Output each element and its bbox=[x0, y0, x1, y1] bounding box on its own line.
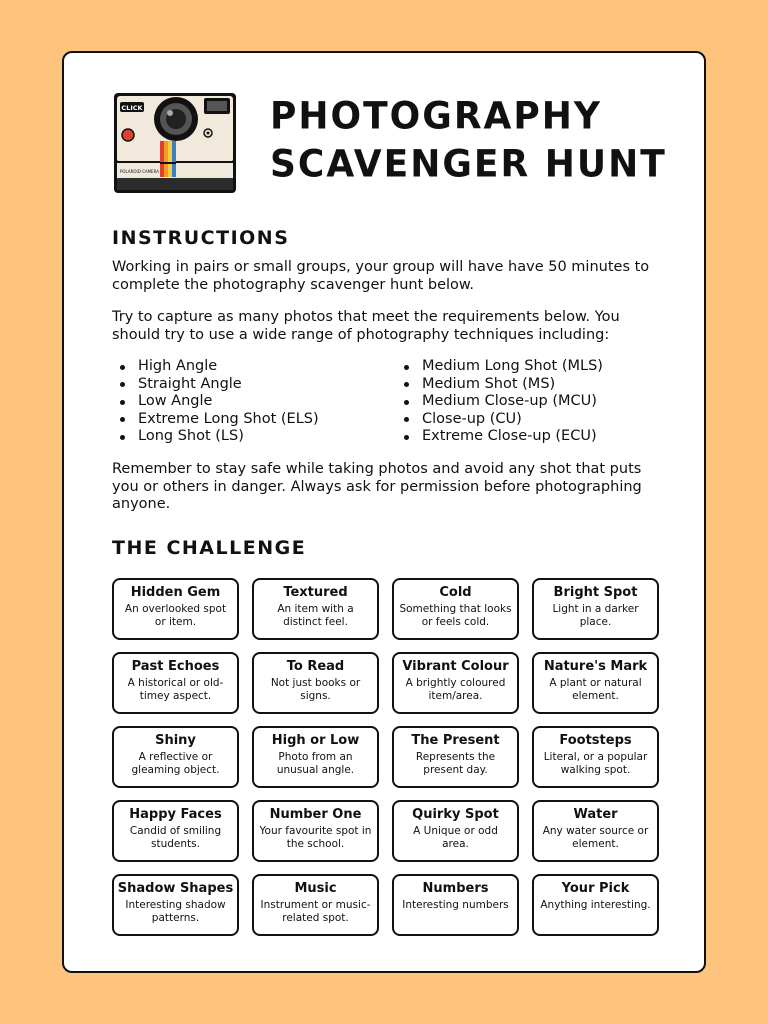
challenge-description: Candid of smiling students. bbox=[129, 825, 222, 850]
challenge-name: Quirky Spot bbox=[412, 807, 499, 822]
challenge-name: Shadow Shapes bbox=[117, 881, 234, 896]
challenge-name: Hidden Gem bbox=[130, 585, 221, 600]
challenge-card bbox=[532, 726, 659, 788]
challenge-heading: THE CHALLENGE bbox=[112, 537, 307, 559]
challenge-card bbox=[532, 800, 659, 862]
challenge-name: Cold bbox=[439, 585, 472, 600]
challenge-card bbox=[392, 578, 519, 640]
challenge-name: Happy Faces bbox=[129, 807, 222, 822]
list-item: Extreme Close-up (ECU) bbox=[396, 428, 603, 446]
challenge-card bbox=[112, 874, 239, 936]
challenge-description: Light in a darker place. bbox=[552, 603, 639, 628]
challenge-description: Photo from an unusual angle. bbox=[276, 751, 355, 776]
challenge-name: Music bbox=[294, 881, 337, 896]
list-item: Long Shot (LS) bbox=[112, 428, 319, 446]
challenge-card bbox=[112, 652, 239, 714]
challenge-card bbox=[112, 726, 239, 788]
challenge-description: Any water source or element. bbox=[542, 825, 649, 850]
techniques-list bbox=[396, 358, 603, 446]
list-item: Close-up (CU) bbox=[396, 411, 603, 429]
challenge-description: Something that looks or feels cold. bbox=[399, 603, 512, 628]
instructions-paragraph: Working in pairs or small groups, your group will have have 50 minutes to complete the photography scavenger hunt below. bbox=[112, 259, 650, 293]
challenge-name: To Read bbox=[286, 659, 345, 674]
challenge-description: A reflective or gleaming object. bbox=[131, 751, 220, 776]
title-line: PHOTOGRAPHY bbox=[270, 95, 602, 138]
challenge-card bbox=[252, 800, 379, 862]
challenge-description: An item with a distinct feel. bbox=[277, 603, 354, 628]
challenge-name: Number One bbox=[269, 807, 362, 822]
challenge-description: A brightly coloured item/area. bbox=[405, 677, 506, 702]
challenge-card bbox=[112, 800, 239, 862]
polaroid-camera-icon bbox=[112, 91, 240, 199]
list-item: Medium Long Shot (MLS) bbox=[396, 358, 603, 376]
challenge-name: Past Echoes bbox=[131, 659, 220, 674]
challenge-card bbox=[252, 652, 379, 714]
challenge-description: Represents the present day. bbox=[415, 751, 496, 776]
challenge-description: Anything interesting. bbox=[540, 899, 651, 911]
challenge-description: Not just books or signs. bbox=[270, 677, 361, 702]
challenge-name: High or Low bbox=[271, 733, 360, 748]
challenge-card bbox=[252, 726, 379, 788]
challenge-name: Shiny bbox=[155, 733, 196, 748]
challenge-description: Your favourite spot in the school. bbox=[259, 825, 372, 850]
page-title bbox=[270, 93, 690, 189]
list-item: High Angle bbox=[112, 358, 319, 376]
challenge-card bbox=[392, 726, 519, 788]
challenge-description: Interesting shadow patterns. bbox=[125, 899, 226, 924]
challenge-name: Water bbox=[573, 807, 618, 822]
safety-paragraph: Remember to stay safe while taking photos and avoid any shot that puts you or others in danger. Always ask for permission before photographing anyone. bbox=[112, 461, 642, 512]
challenge-name: Your Pick bbox=[561, 881, 630, 896]
challenge-name: Textured bbox=[283, 585, 348, 600]
challenge-description: A Unique or odd area. bbox=[413, 825, 498, 850]
challenge-grid bbox=[112, 578, 659, 936]
challenge-description: Literal, or a popular walking spot. bbox=[543, 751, 648, 776]
challenge-card bbox=[112, 578, 239, 640]
challenge-name: The Present bbox=[411, 733, 500, 748]
challenge-card bbox=[252, 578, 379, 640]
instructions-paragraph: Try to capture as many photos that meet the requirements below. You should try to use a wide range of photography techniques including: bbox=[112, 309, 620, 343]
challenge-description: A historical or old-timey aspect. bbox=[127, 677, 224, 702]
challenge-description: Instrument or music-related spot. bbox=[260, 899, 371, 924]
list-item: Medium Shot (MS) bbox=[396, 376, 603, 394]
challenge-description: An overlooked spot or item. bbox=[124, 603, 227, 628]
techniques-list bbox=[112, 358, 319, 446]
list-item: Low Angle bbox=[112, 393, 319, 411]
list-item: Straight Angle bbox=[112, 376, 319, 394]
challenge-name: Vibrant Colour bbox=[402, 659, 509, 674]
challenge-name: Bright Spot bbox=[553, 585, 638, 600]
worksheet-card bbox=[62, 51, 706, 973]
challenge-card bbox=[532, 578, 659, 640]
challenge-card bbox=[392, 874, 519, 936]
title-line: SCAVENGER HUNT bbox=[270, 143, 667, 186]
camera-badge: CLICK bbox=[121, 104, 143, 112]
camera-brand: POLAROID CAMERA bbox=[120, 169, 159, 174]
list-item: Medium Close-up (MCU) bbox=[396, 393, 603, 411]
challenge-card bbox=[532, 874, 659, 936]
challenge-name: Numbers bbox=[422, 881, 489, 896]
list-item: Extreme Long Shot (ELS) bbox=[112, 411, 319, 429]
challenge-card bbox=[392, 800, 519, 862]
challenge-card bbox=[392, 652, 519, 714]
instructions-heading: INSTRUCTIONS bbox=[112, 227, 290, 249]
challenge-card bbox=[532, 652, 659, 714]
challenge-description: A plant or natural element. bbox=[549, 677, 642, 702]
challenge-card bbox=[252, 874, 379, 936]
challenge-name: Footsteps bbox=[559, 733, 632, 748]
challenge-name: Nature's Mark bbox=[543, 659, 648, 674]
challenge-description: Interesting numbers bbox=[402, 899, 509, 911]
